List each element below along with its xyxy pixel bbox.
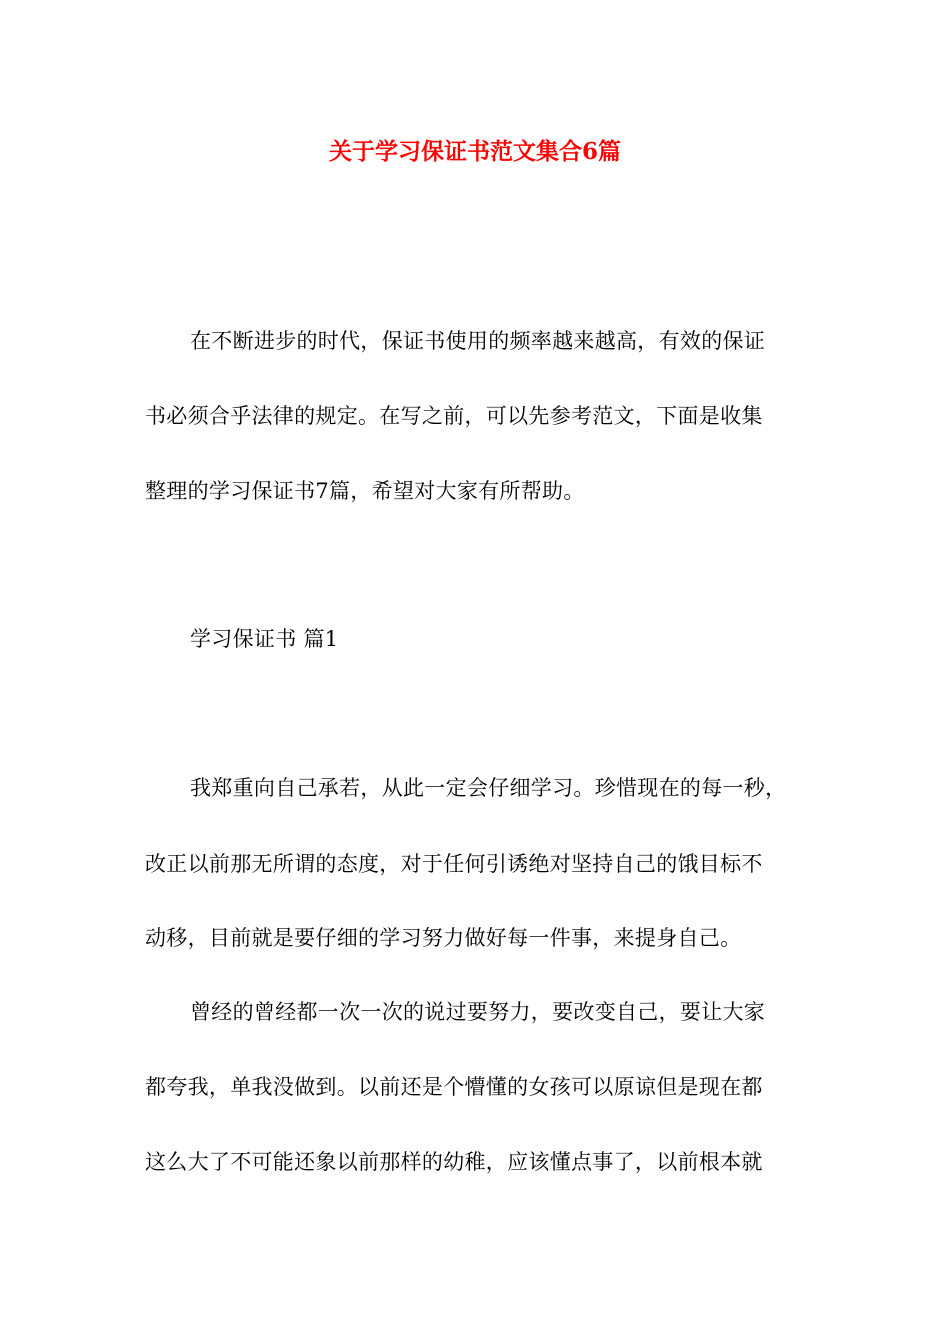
paragraph1-line-3: 动移，目前就是要仔细的学习努力做好每一件事，来提身自己。 xyxy=(145,926,742,950)
paragraph2-line-1: 曾经的曾经都一次一次的说过要努力，要改变自己，要让大家 xyxy=(190,1000,766,1024)
paragraph2-line-3: 这么大了不可能还象以前那样的幼稚，应该懂点事了，以前根本就 xyxy=(145,1150,763,1174)
section-heading: 学习保证书 篇1 xyxy=(190,627,339,651)
intro-line-2: 书必须合乎法律的规定。在写之前，可以先参考范文，下面是收集 xyxy=(145,404,763,428)
paragraph1-line-2: 改正以前那无所谓的态度，对于任何引诱绝对坚持自己的饿目标不 xyxy=(145,852,763,876)
document-title: 关于学习保证书范文集合6篇 xyxy=(328,138,621,165)
paragraph1-line-1: 我郑重向自己承若，从此一定会仔细学习。珍惜现在的每一秒， xyxy=(190,776,787,800)
intro-line-3: 整理的学习保证书7篇，希望对大家有所帮助。 xyxy=(145,479,585,503)
paragraph2-line-2: 都夸我，单我没做到。以前还是个懵懂的女孩可以原谅但是现在都 xyxy=(145,1075,763,1099)
intro-line-1: 在不断进步的时代，保证书使用的频率越来越高，有效的保证 xyxy=(190,329,766,353)
